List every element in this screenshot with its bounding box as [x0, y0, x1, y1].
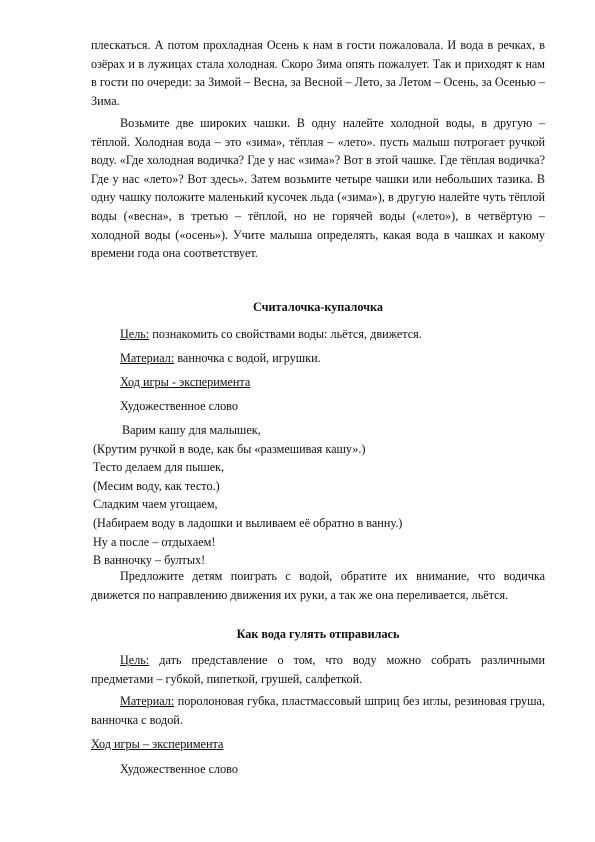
section-title: Как вода гулять отправилась	[236, 627, 400, 641]
verse-line: Сладким чаем угощаем,	[93, 497, 218, 512]
material-label: Материал:	[120, 694, 175, 708]
material-text: ванночка с водой, игрушки.	[174, 351, 321, 365]
goal-paragraph	[91, 651, 545, 688]
material-paragraph	[91, 692, 545, 729]
material-line	[91, 692, 545, 729]
material-text: поролоновая губка, пластмассовый шприц без иглы, резиновая груша, ванночка с водой.	[91, 694, 545, 727]
verse-line: Варим кашу для малышек,	[122, 423, 261, 437]
verse	[93, 421, 547, 570]
goal-label: Цель:	[120, 653, 150, 667]
goal-text: познакомить со свойствами воды: льётся, движется.	[149, 327, 422, 341]
material-label: Материал:	[120, 351, 175, 365]
verse-line: Тесто делаем для пышек,	[93, 460, 225, 475]
goal-line	[91, 325, 574, 344]
paragraph-seasons	[91, 36, 545, 110]
verse-line: В ванночку – бултых!	[93, 553, 206, 568]
goal-text: дать представление о том, что воду можно собрать различными предметами – губкой, пипеткой, грушей, салфеткой.	[91, 653, 545, 686]
course-heading	[91, 373, 574, 392]
course-label: Ход игры - эксперимента	[120, 375, 251, 389]
verse-line: (Крутим ручкой в воде, как бы «размешивая кашу».)	[93, 441, 366, 456]
verse-line: Ну а после – отдыхаем!	[93, 534, 216, 549]
paragraph-text: Возьмите две широких чашки. В одну налейте холодной воды, в другую – тёплой. Холодная вода – это «зима», тёплая – «лето». пусть малыш потрогает ручкой воду. «Где холодная водичка? Где у нас «зима»? Вот в этой чашке. Где тёплая водичка? Где у нас «лето»? Вот здесь». Затем возьмите четыре чашки или небольших тазика. В одну чашку положите маленький кусочек льда («зима»), в другую налейте чуть тёплой воды («весна», в третью – тёплой, но не горячей воды («лето»), в четвёртую – холодной воды («осень»). Учите малыша определять, какая вода в чашках и какому времени года она соответствует.	[91, 116, 545, 261]
art-word-label: Художественное слово	[120, 762, 238, 776]
paragraph-text: Предложите детям поиграть с водой, обратите их внимание, что водичка движется по направлению движения их руки, а так же она переливается, льётся.	[91, 569, 545, 602]
course-heading	[91, 735, 545, 754]
art-word-label: Художественное слово	[120, 399, 238, 413]
goal-line	[91, 651, 545, 688]
goal-label: Цель:	[120, 327, 150, 341]
paragraph-outro	[91, 567, 545, 604]
section-title: Считалочка-купалочка	[253, 300, 383, 314]
verse-line: (Набираем воду в ладошки и выливаем её обратно в ванну.)	[93, 515, 403, 530]
verse-line: (Месим воду, как тесто.)	[93, 478, 220, 493]
paragraph-text: плескаться. А потом прохладная Осень к нам в гости пожаловала. И вода в речках, в озёрах и в лужицах стала холодная. Скоро Зима опять пожалует. Так и приходят к нам в гости по очереди: за Зимой – Весна, за Весной – Лето, за Летом – Осень, за Осенью – Зима.	[91, 38, 545, 108]
paragraph-cups	[91, 114, 545, 263]
material-line	[91, 349, 574, 368]
course-label: Ход игры – эксперимента	[91, 737, 224, 751]
